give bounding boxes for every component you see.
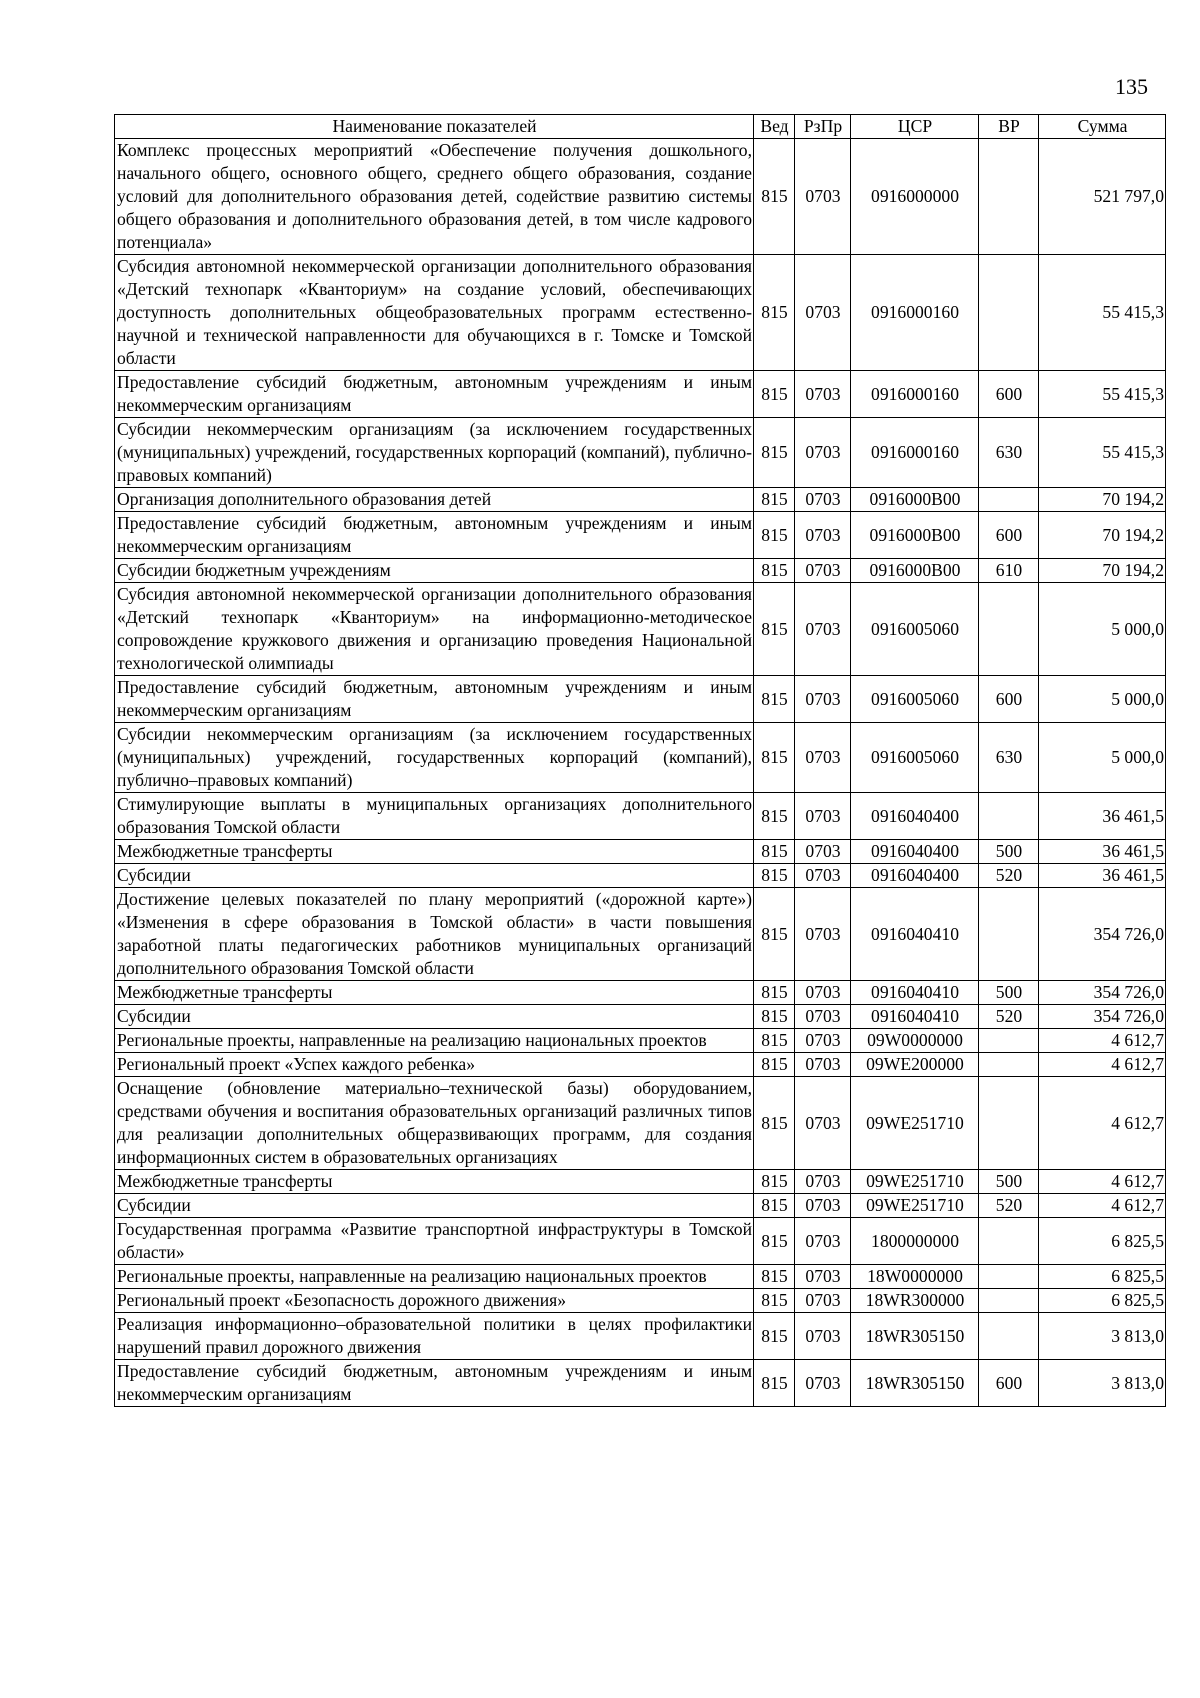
table-row [115, 1005, 1166, 1029]
cell-name: Региональные проекты, направленные на реализацию национальных проектов [115, 1029, 754, 1053]
cell-sum: 3 813,0 [1039, 1360, 1166, 1407]
cell-rzpr: 0703 [795, 840, 851, 864]
cell-ved: 815 [754, 1170, 795, 1194]
table-row [115, 512, 1166, 559]
cell-rzpr: 0703 [795, 371, 851, 418]
cell-ved: 815 [754, 1077, 795, 1170]
cell-ved: 815 [754, 793, 795, 840]
cell-ved: 815 [754, 139, 795, 255]
cell-csr: 0916000В00 [851, 488, 979, 512]
cell-sum: 4 612,7 [1039, 1194, 1166, 1218]
cell-ved: 815 [754, 418, 795, 488]
cell-vr [979, 1265, 1039, 1289]
cell-vr [979, 793, 1039, 840]
cell-name: Государственная программа «Развитие транспортной инфраструктуры в Томской области» [115, 1218, 754, 1265]
cell-vr: 500 [979, 981, 1039, 1005]
cell-name: Стимулирующие выплаты в муниципальных организациях дополнительного образования Томской области [115, 793, 754, 840]
header-sum: Сумма [1039, 115, 1166, 139]
table-row [115, 840, 1166, 864]
cell-name: Субсидия автономной некоммерческой организации дополнительного образования «Детский технопарк «Кванториум» на информационно-методическое сопровождение кружкового движения и организацию проведения Национальной технологической олимпиады [115, 583, 754, 676]
cell-csr: 0916040410 [851, 981, 979, 1005]
cell-vr: 630 [979, 418, 1039, 488]
cell-name: Комплекс процессных мероприятий «Обеспечение получения дошкольного, начального общего, основного общего, среднего общего образования, создание условий для дополнительного образования детей, содействие развитию системы общего образования и дополнительного образования детей, в том числе кадрового потенциала» [115, 139, 754, 255]
cell-csr: 09WE251710 [851, 1077, 979, 1170]
cell-ved: 815 [754, 512, 795, 559]
cell-sum: 36 461,5 [1039, 840, 1166, 864]
cell-rzpr: 0703 [795, 1218, 851, 1265]
cell-sum: 70 194,2 [1039, 559, 1166, 583]
cell-sum: 6 825,5 [1039, 1289, 1166, 1313]
cell-vr: 600 [979, 676, 1039, 723]
cell-csr: 0916040400 [851, 840, 979, 864]
cell-vr [979, 488, 1039, 512]
cell-csr: 09WE200000 [851, 1053, 979, 1077]
table-row [115, 1289, 1166, 1313]
cell-rzpr: 0703 [795, 418, 851, 488]
cell-vr: 600 [979, 512, 1039, 559]
cell-vr [979, 1029, 1039, 1053]
table-row [115, 583, 1166, 676]
cell-csr: 09WE251710 [851, 1194, 979, 1218]
cell-sum: 70 194,2 [1039, 512, 1166, 559]
table-row [115, 723, 1166, 793]
cell-sum: 4 612,7 [1039, 1029, 1166, 1053]
cell-ved: 815 [754, 1360, 795, 1407]
cell-ved: 815 [754, 1289, 795, 1313]
cell-vr: 520 [979, 1194, 1039, 1218]
cell-csr: 0916000160 [851, 418, 979, 488]
cell-sum: 55 415,3 [1039, 418, 1166, 488]
cell-rzpr: 0703 [795, 981, 851, 1005]
cell-csr: 0916000В00 [851, 559, 979, 583]
cell-sum: 36 461,5 [1039, 793, 1166, 840]
table-row [115, 1053, 1166, 1077]
cell-sum: 5 000,0 [1039, 583, 1166, 676]
cell-rzpr: 0703 [795, 255, 851, 371]
cell-ved: 815 [754, 981, 795, 1005]
table-row [115, 139, 1166, 255]
cell-rzpr: 0703 [795, 583, 851, 676]
cell-ved: 815 [754, 1029, 795, 1053]
cell-rzpr: 0703 [795, 1265, 851, 1289]
cell-csr: 09W0000000 [851, 1029, 979, 1053]
cell-ved: 815 [754, 1265, 795, 1289]
cell-csr: 0916000160 [851, 255, 979, 371]
cell-name: Предоставление субсидий бюджетным, автономным учреждениям и иным некоммерческим организациям [115, 512, 754, 559]
cell-sum: 4 612,7 [1039, 1077, 1166, 1170]
table-row [115, 981, 1166, 1005]
cell-sum: 5 000,0 [1039, 723, 1166, 793]
cell-vr: 600 [979, 1360, 1039, 1407]
cell-sum: 4 612,7 [1039, 1053, 1166, 1077]
header-name: Наименование показателей [115, 115, 754, 139]
cell-csr: 0916040410 [851, 888, 979, 981]
cell-ved: 815 [754, 840, 795, 864]
cell-ved: 815 [754, 1005, 795, 1029]
cell-name: Реализация информационно–образовательной политики в целях профилактики нарушений правил дорожного движения [115, 1313, 754, 1360]
cell-sum: 3 813,0 [1039, 1313, 1166, 1360]
cell-rzpr: 0703 [795, 793, 851, 840]
cell-csr: 0916040400 [851, 793, 979, 840]
cell-sum: 4 612,7 [1039, 1170, 1166, 1194]
cell-name: Субсидии некоммерческим организациям (за исключением государственных (муниципальных) учреждений, государственных корпораций (компаний), публично-правовых компаний) [115, 418, 754, 488]
table-row [115, 1218, 1166, 1265]
cell-vr: 500 [979, 840, 1039, 864]
cell-name: Организация дополнительного образования детей [115, 488, 754, 512]
cell-name: Субсидии бюджетным учреждениям [115, 559, 754, 583]
cell-csr: 18WR305150 [851, 1360, 979, 1407]
cell-rzpr: 0703 [795, 1313, 851, 1360]
cell-vr [979, 1053, 1039, 1077]
cell-ved: 815 [754, 864, 795, 888]
cell-name: Предоставление субсидий бюджетным, автономным учреждениям и иным некоммерческим организациям [115, 1360, 754, 1407]
cell-vr: 520 [979, 864, 1039, 888]
cell-vr: 610 [979, 559, 1039, 583]
table-row [115, 864, 1166, 888]
table-row [115, 793, 1166, 840]
cell-sum: 6 825,5 [1039, 1218, 1166, 1265]
cell-vr [979, 139, 1039, 255]
cell-name: Межбюджетные трансферты [115, 981, 754, 1005]
cell-csr: 09WE251710 [851, 1170, 979, 1194]
cell-vr: 600 [979, 371, 1039, 418]
table-row [115, 1077, 1166, 1170]
cell-vr [979, 583, 1039, 676]
cell-name: Региональные проекты, направленные на реализацию национальных проектов [115, 1265, 754, 1289]
table-row [115, 255, 1166, 371]
cell-sum: 5 000,0 [1039, 676, 1166, 723]
cell-csr: 0916000В00 [851, 512, 979, 559]
table-row [115, 888, 1166, 981]
cell-rzpr: 0703 [795, 488, 851, 512]
cell-sum: 521 797,0 [1039, 139, 1166, 255]
cell-name: Субсидии некоммерческим организациям (за исключением государственных (муниципальных) учреждений, государственных корпораций (компаний), публично–правовых компаний) [115, 723, 754, 793]
cell-ved: 815 [754, 1194, 795, 1218]
cell-sum: 70 194,2 [1039, 488, 1166, 512]
cell-sum: 354 726,0 [1039, 981, 1166, 1005]
table-row [115, 488, 1166, 512]
cell-ved: 815 [754, 676, 795, 723]
cell-name: Региональный проект «Успех каждого ребенка» [115, 1053, 754, 1077]
cell-sum: 36 461,5 [1039, 864, 1166, 888]
cell-ved: 815 [754, 583, 795, 676]
table-row [115, 371, 1166, 418]
cell-name: Субсидия автономной некоммерческой организации дополнительного образования «Детский технопарк «Кванториум» на создание условий, обеспечивающих доступность дополнительных общеобразовательных программ естественно-научной и технической направленности для обучающихся в г. Томске и Томской области [115, 255, 754, 371]
table-row [115, 1029, 1166, 1053]
cell-ved: 815 [754, 488, 795, 512]
cell-csr: 0916040410 [851, 1005, 979, 1029]
cell-vr [979, 1077, 1039, 1170]
cell-sum: 354 726,0 [1039, 888, 1166, 981]
cell-rzpr: 0703 [795, 1053, 851, 1077]
table-row [115, 418, 1166, 488]
cell-rzpr: 0703 [795, 1029, 851, 1053]
table-row [115, 1360, 1166, 1407]
cell-ved: 815 [754, 723, 795, 793]
cell-csr: 0916000000 [851, 139, 979, 255]
page-number: 135 [1115, 74, 1148, 99]
cell-name: Межбюджетные трансферты [115, 1170, 754, 1194]
cell-csr: 18W0000000 [851, 1265, 979, 1289]
cell-rzpr: 0703 [795, 1170, 851, 1194]
cell-ved: 815 [754, 371, 795, 418]
cell-rzpr: 0703 [795, 864, 851, 888]
cell-ved: 815 [754, 559, 795, 583]
cell-vr [979, 1218, 1039, 1265]
cell-sum: 354 726,0 [1039, 1005, 1166, 1029]
cell-rzpr: 0703 [795, 1360, 851, 1407]
cell-rzpr: 0703 [795, 1077, 851, 1170]
cell-sum: 6 825,5 [1039, 1265, 1166, 1289]
cell-name: Достижение целевых показателей по плану мероприятий («дорожной карте») «Изменения в сфере образования в Томской области» в части повышения заработной платы педагогических работников муниципальных организаций дополнительного образования Томской области [115, 888, 754, 981]
table-row [115, 676, 1166, 723]
cell-sum: 55 415,3 [1039, 255, 1166, 371]
cell-name: Субсидии [115, 1005, 754, 1029]
cell-vr: 500 [979, 1170, 1039, 1194]
cell-rzpr: 0703 [795, 1194, 851, 1218]
table-header-row [115, 115, 1166, 139]
cell-csr: 18WR305150 [851, 1313, 979, 1360]
cell-name: Предоставление субсидий бюджетным, автономным учреждениям и иным некоммерческим организациям [115, 676, 754, 723]
cell-ved: 815 [754, 1218, 795, 1265]
header-vr: ВР [979, 115, 1039, 139]
cell-csr: 0916040400 [851, 864, 979, 888]
cell-rzpr: 0703 [795, 723, 851, 793]
cell-rzpr: 0703 [795, 512, 851, 559]
cell-name: Оснащение (обновление материально–технической базы) оборудованием, средствами обучения и воспитания образовательных организаций различных типов для реализации дополнительных общеразвивающих программ, для создания информационных систем в образовательных организациях [115, 1077, 754, 1170]
cell-rzpr: 0703 [795, 676, 851, 723]
cell-rzpr: 0703 [795, 1005, 851, 1029]
cell-ved: 815 [754, 1313, 795, 1360]
cell-name: Субсидии [115, 864, 754, 888]
cell-name: Предоставление субсидий бюджетным, автономным учреждениям и иным некоммерческим организациям [115, 371, 754, 418]
table-row [115, 1194, 1166, 1218]
cell-sum: 55 415,3 [1039, 371, 1166, 418]
cell-vr [979, 1289, 1039, 1313]
header-csr: ЦСР [851, 115, 979, 139]
cell-csr: 0916005060 [851, 676, 979, 723]
cell-csr: 0916005060 [851, 583, 979, 676]
cell-vr: 520 [979, 1005, 1039, 1029]
cell-csr: 18WR300000 [851, 1289, 979, 1313]
cell-csr: 1800000000 [851, 1218, 979, 1265]
cell-rzpr: 0703 [795, 1289, 851, 1313]
cell-ved: 815 [754, 888, 795, 981]
cell-ved: 815 [754, 1053, 795, 1077]
budget-table [114, 114, 1166, 1407]
cell-name: Региональный проект «Безопасность дорожного движения» [115, 1289, 754, 1313]
table-row [115, 1265, 1166, 1289]
cell-rzpr: 0703 [795, 559, 851, 583]
cell-name: Межбюджетные трансферты [115, 840, 754, 864]
table-row [115, 1313, 1166, 1360]
cell-rzpr: 0703 [795, 139, 851, 255]
cell-vr [979, 1313, 1039, 1360]
table-row [115, 1170, 1166, 1194]
cell-ved: 815 [754, 255, 795, 371]
cell-vr: 630 [979, 723, 1039, 793]
cell-name: Субсидии [115, 1194, 754, 1218]
header-rzpr: РзПр [795, 115, 851, 139]
cell-rzpr: 0703 [795, 888, 851, 981]
cell-csr: 0916000160 [851, 371, 979, 418]
cell-vr [979, 255, 1039, 371]
header-ved: Вед [754, 115, 795, 139]
cell-vr [979, 888, 1039, 981]
table-row [115, 559, 1166, 583]
cell-csr: 0916005060 [851, 723, 979, 793]
